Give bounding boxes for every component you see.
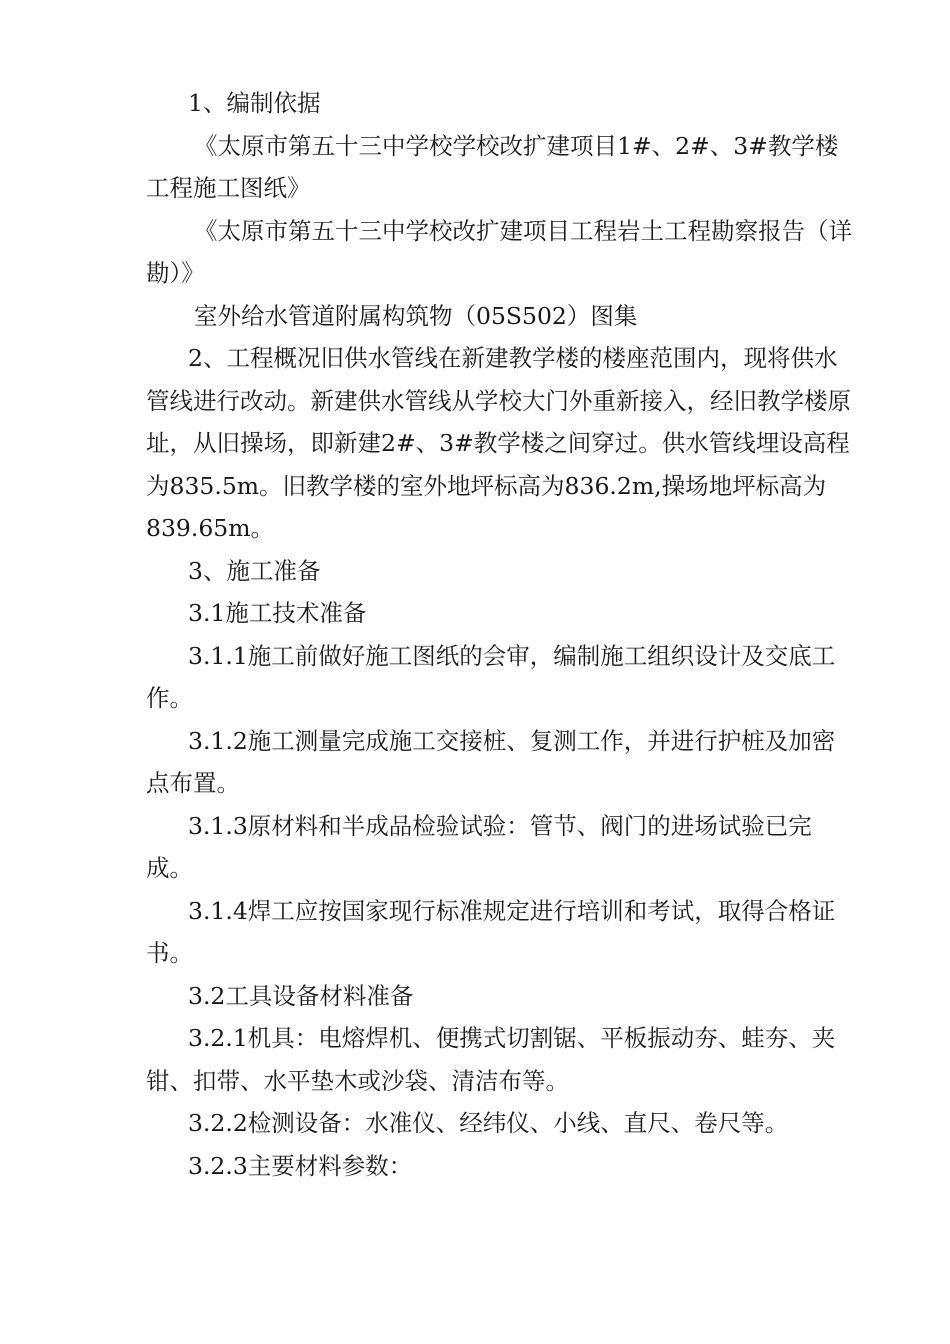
item-3-2-1: 3.2.1机具：电熔焊机、便携式切割锯、平板振动夯、蛙夯、夹钳、扣带、水平垫木或沙袋、清洁布等。 xyxy=(146,1024,836,1095)
item-3-2-3: 3.2.3主要材料参数： xyxy=(188,1151,413,1180)
subsection-equipment-preparation: 3.2工具设备材料准备 xyxy=(188,981,414,1010)
section-heading-preparation: 3、施工准备 xyxy=(188,556,321,585)
reference-atlas: 室外给水管道附属构筑物（05S502）图集 xyxy=(194,301,638,330)
reference-drawings: 《太原市第五十三中学校学校改扩建项目1#、2#、3#教学楼工程施工图纸》 xyxy=(146,131,839,202)
document-body xyxy=(146,82,858,1187)
item-3-1-4: 3.1.4焊工应按国家现行标准规定进行培训和考试，取得合格证书。 xyxy=(146,896,836,967)
item-3-1-3: 3.1.3原材料和半成品检验试验：管节、阀门的进场试验已完成。 xyxy=(146,811,812,882)
item-3-2-2: 3.2.2检测设备：水准仪、经纬仪、小线、直尺、卷尺等。 xyxy=(188,1109,789,1137)
subsection-technical-preparation: 3.1施工技术准备 xyxy=(188,599,367,627)
item-3-1-1: 3.1.1施工前做好施工图纸的会审，编制施工组织设计及交底工作。 xyxy=(146,641,836,712)
reference-survey-report: 《太原市第五十三中学校改扩建项目工程岩土工程勘察报告（详勘）》 xyxy=(146,216,852,287)
section-heading-basis: 1、编制依据 xyxy=(188,89,321,117)
project-overview: 2、工程概况旧供水管线在新建教学楼的楼座范围内，现将供水管线进行改动。新建供水管线从学校大门外重新接入，经旧教学楼原址，从旧操场，即新建2#、3#教学楼之间穿过。供水管线埋设高程为835.5m。旧教学楼的室外地坪标高为836.2m,操场地坪标高为839.65m。 xyxy=(146,344,851,542)
item-3-1-2: 3.1.2施工测量完成施工交接桩、复测工作，并进行护桩及加密点布置。 xyxy=(146,726,836,797)
